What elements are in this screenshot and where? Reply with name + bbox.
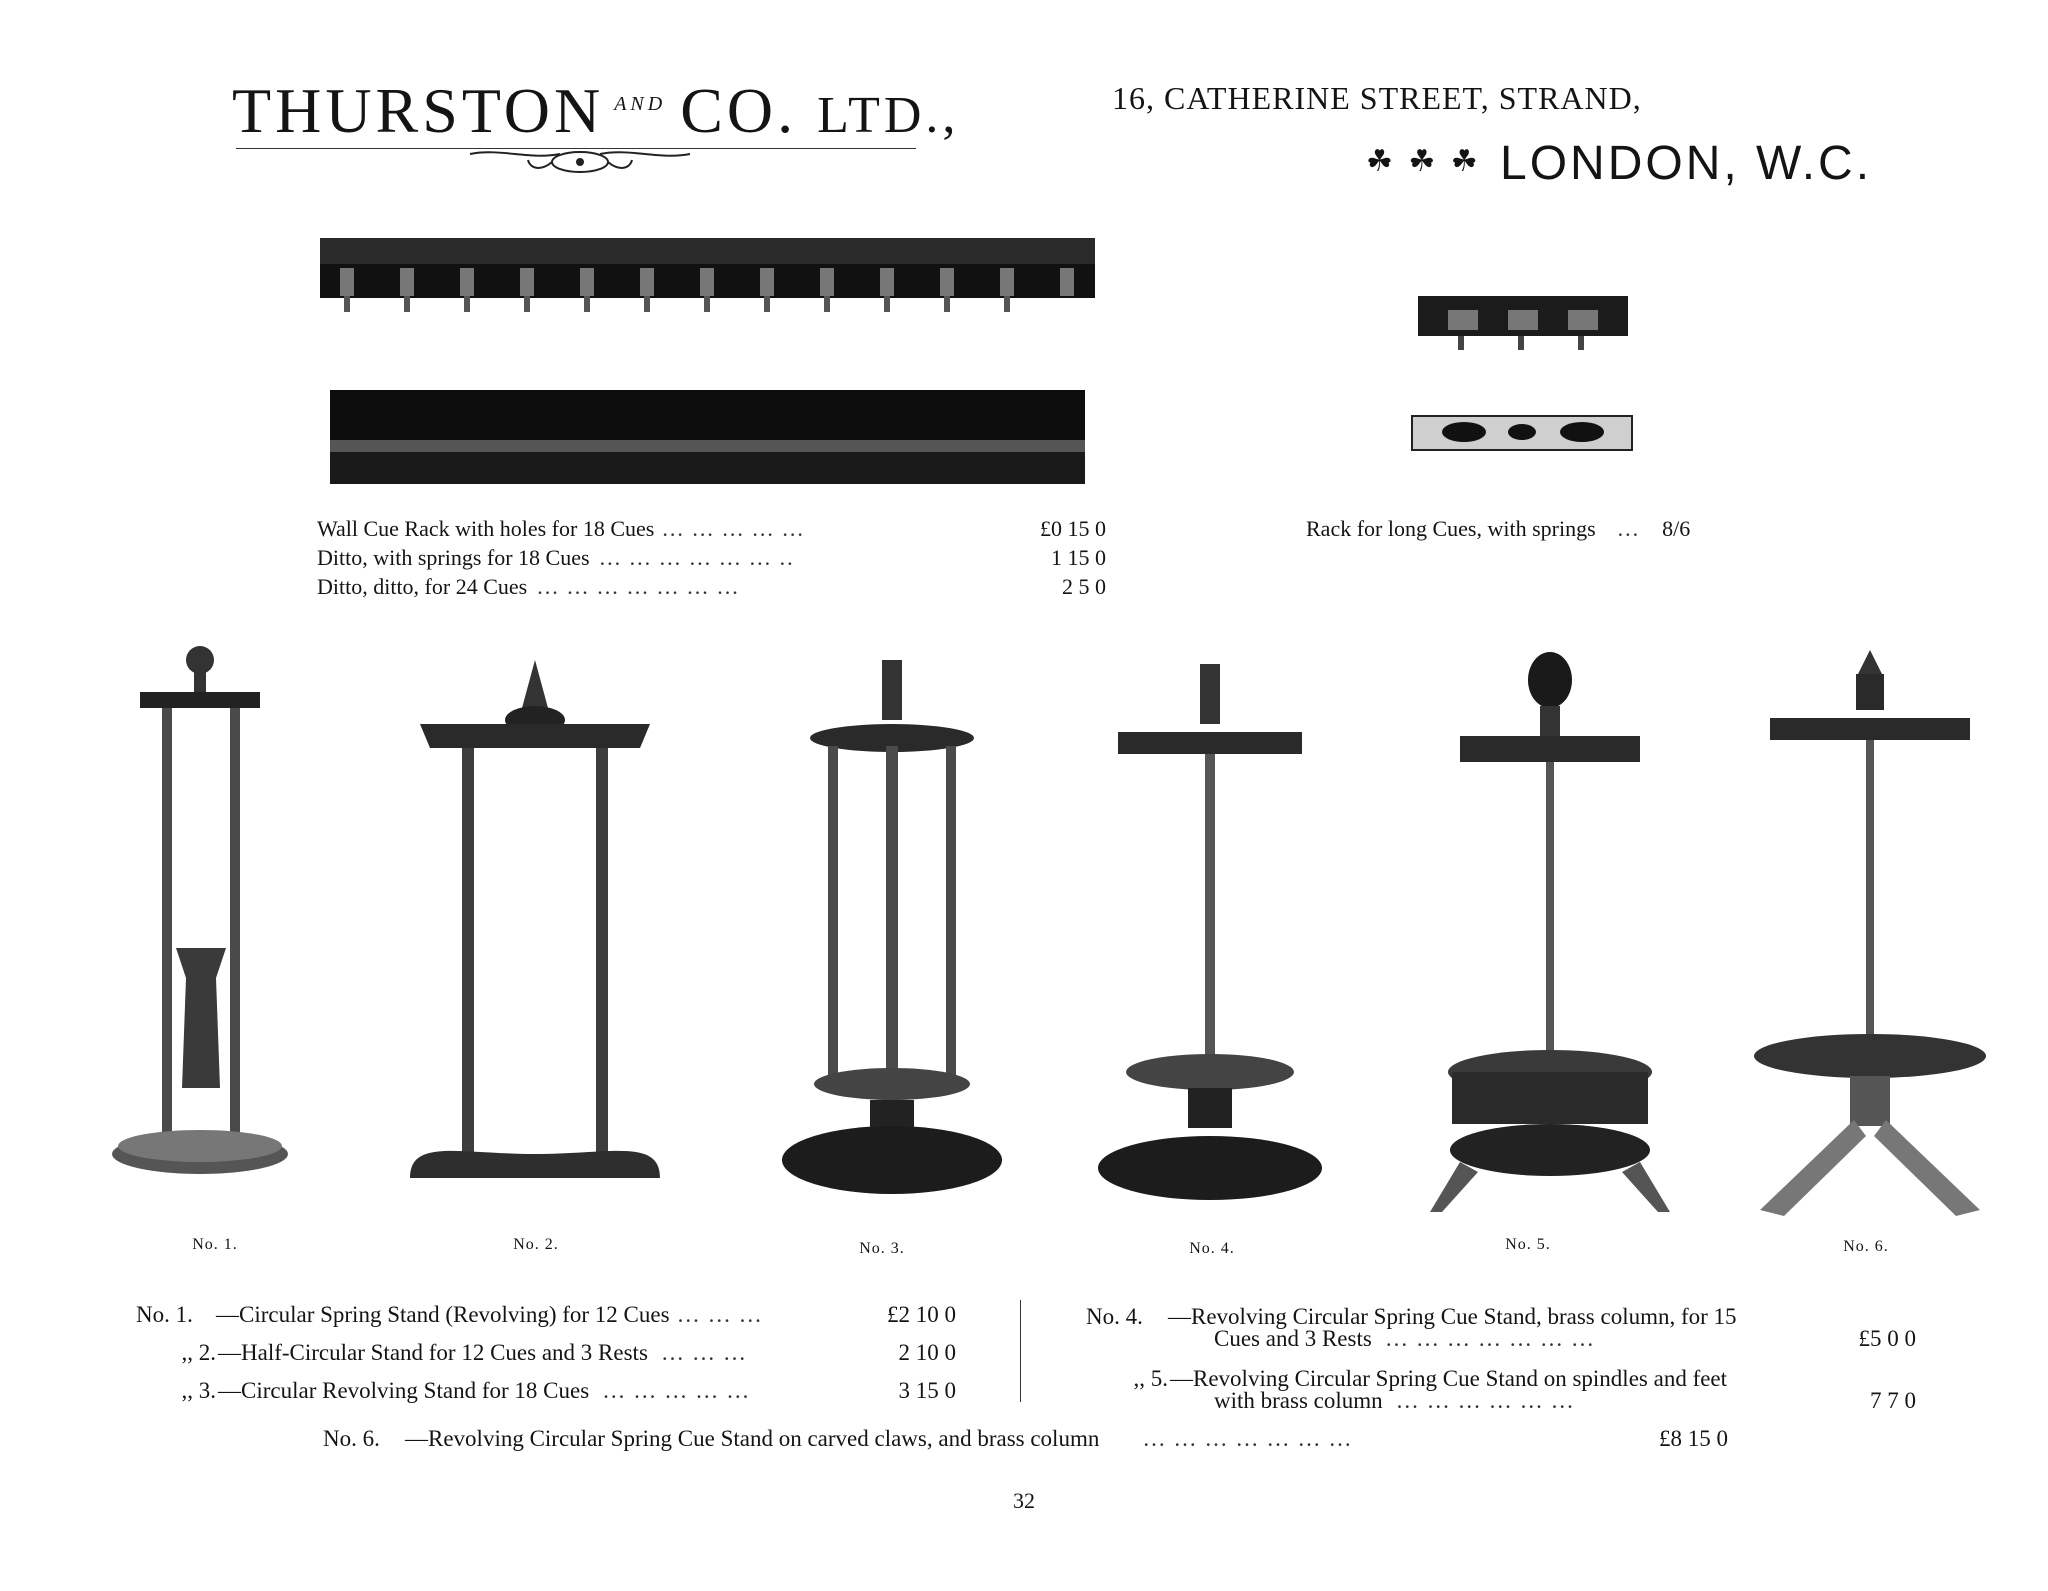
list-item-continued [1214,1324,1595,1353]
wall-rack-holes-image [330,390,1090,490]
item-label: —Revolving Circular Spring Cue Stand, brass column, for 15 [1168,1304,1737,1329]
stand-6-image [1740,650,2000,1220]
item-number: No. 4. [1086,1304,1143,1329]
item-label: Cues and 3 Rests [1214,1326,1372,1351]
item-price: 2 10 0 [898,1340,956,1365]
item-price: 8/6 [1662,516,1691,541]
leader-dots: ... ... ... ... ... ... ... [537,574,740,599]
address-line-1: 16, CATHERINE STREET, STRAND, [1112,80,1642,116]
trefoil-ornament-icon: ☘ ☘ ☘ [1366,145,1482,178]
page-number: 32 [1013,1488,1035,1513]
company-main: THURSTON [232,75,605,146]
list-item [136,1376,750,1405]
item-label: Ditto, with springs for 18 Cues [317,545,590,570]
item-number: No. 1. [136,1302,193,1327]
leader-dots: ... ... ... ... ... [603,1378,751,1403]
list-item [1306,514,1690,543]
leader-dots: ... ... ... [661,1340,748,1365]
leader-dots: ... ... ... ... ... ... ... [1143,1426,1353,1451]
item-number: ,, 5. [1133,1366,1168,1391]
item-price: £2 10 0 [887,1302,956,1327]
stand-caption: No. 1. [192,1236,238,1253]
item-label: —Circular Spring Stand (Revolving) for 12 Cues [216,1302,670,1327]
leader-dots: ... ... ... ... ... ... [1396,1388,1575,1413]
item-label: Ditto, ditto, for 24 Cues [317,574,528,599]
leader-dots: ... [1617,516,1641,541]
item-label: Wall Cue Rack with holes for 18 Cues [317,516,655,541]
company-ltd: LTD., [817,87,960,144]
leader-dots: ... ... ... ... ... ... .. [599,545,795,570]
item-label: —Revolving Circular Spring Cue Stand on carved claws, and brass column [405,1426,1100,1451]
item-label: —Circular Revolving Stand for 18 Cues [218,1378,590,1403]
stand-caption: No. 6. [1843,1238,1889,1255]
stand-4-image [1092,664,1332,1210]
item-price: £0 15 0 [1040,516,1106,541]
item-label: —Revolving Circular Spring Cue Stand on spindles and feet [1170,1366,1728,1391]
item-number: No. 6. [323,1426,380,1451]
item-price: £8 15 0 [1659,1426,1728,1451]
item-label: with brass column [1214,1388,1383,1413]
company-co: CO. [680,75,798,146]
ornament-icon [470,146,690,176]
item-price: £5 0 0 [1858,1326,1916,1351]
company-and: AND [614,92,667,115]
wall-rack-springs-image [320,238,1100,328]
list-item [323,1424,1353,1453]
column-divider [1020,1300,1021,1402]
list-item [317,572,740,601]
list-item-continued [1214,1386,1575,1415]
address-line-2: LONDON, W.C. [1500,137,1873,190]
item-price: 3 15 0 [898,1378,956,1403]
long-rack-springs-image [1418,296,1633,356]
stand-caption: No. 5. [1505,1236,1551,1253]
item-price: 2 5 0 [1062,574,1106,599]
item-price: 7 7 0 [1870,1388,1916,1413]
stand-caption: No. 4. [1189,1240,1235,1257]
company-name [232,74,959,148]
item-label: —Half-Circular Stand for 12 Cues and 3 Rests [218,1340,648,1365]
leader-dots: ... ... ... [677,1302,763,1327]
stand-5-image [1420,652,1680,1218]
list-item [136,1338,747,1367]
list-item [317,514,805,543]
leader-dots: ... ... ... ... ... ... ... [1385,1326,1596,1351]
leader-dots: ... ... ... ... ... [662,516,805,541]
list-item [136,1300,763,1329]
item-number: ,, 3. [181,1378,216,1403]
long-rack-holes-image [1412,416,1637,458]
stand-1-image [110,648,310,1208]
stand-3-image [774,660,1014,1208]
item-number: ,, 2. [181,1340,216,1365]
stand-caption: No. 3. [859,1240,905,1257]
list-item [317,543,795,572]
stand-2-image [410,658,660,1208]
item-price: 1 15 0 [1051,545,1106,570]
item-label: Rack for long Cues, with springs [1306,516,1596,541]
stand-caption: No. 2. [513,1236,559,1253]
